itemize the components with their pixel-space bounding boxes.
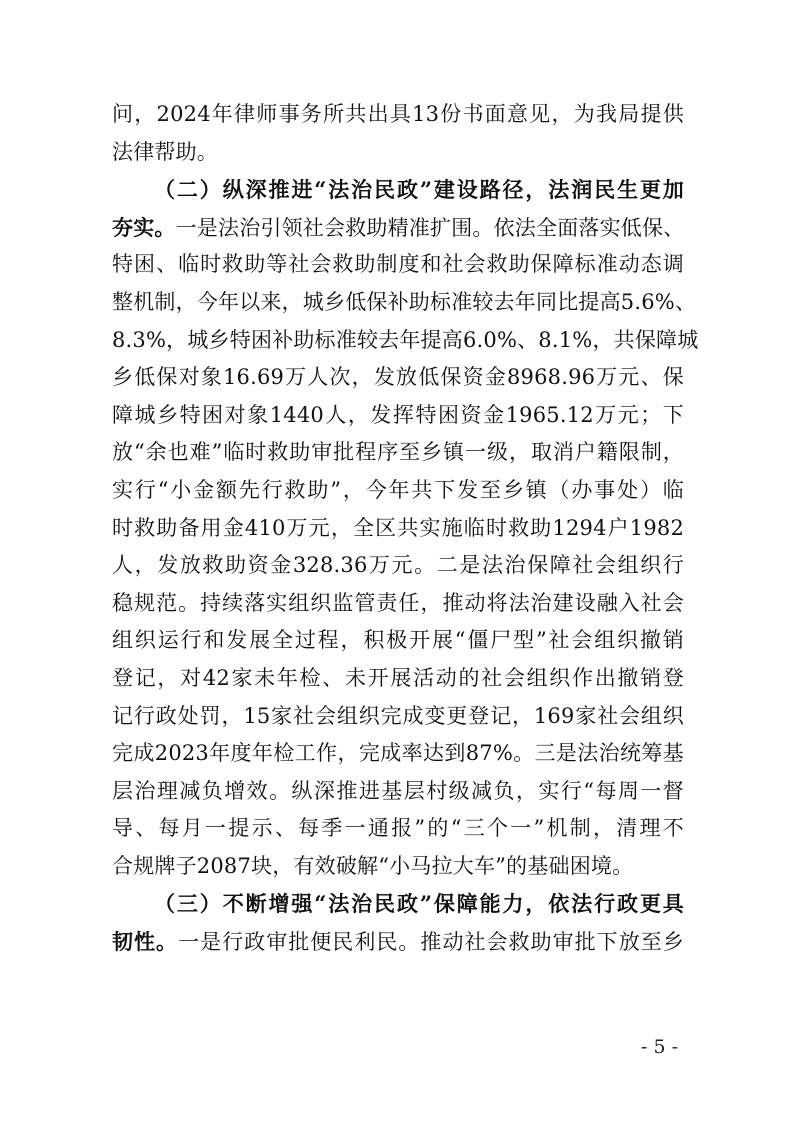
line-text: 放“余也难”临时救助审批程序至乡镇一级，取消户籍限制， (112, 440, 684, 465)
text-line-21 (112, 848, 684, 886)
line-text: 合规牌子2087块，有效破解“小马拉大车”的基础困境。 (112, 853, 634, 878)
heading-text: （三）不断增强“法治民政”保障能力，依法行政更具 (154, 891, 684, 917)
line-text: 完成2023年度年检工作，完成率达到87%。三是法治统筹基 (112, 741, 684, 766)
text-line-10 (112, 434, 684, 472)
section-heading-2 (112, 171, 684, 209)
heading-text-end: 韧性。 (112, 929, 179, 955)
line-text: 稳规范。持续落实组织监管责任，推动将法治建设融入社会 (112, 590, 684, 615)
body-text (112, 96, 699, 961)
text-line-1 (112, 96, 684, 134)
text-line-5 (112, 246, 684, 284)
text-line-2 (112, 134, 684, 172)
text-line-23 (112, 923, 684, 961)
line-text: 记行政处罚，15家社会组织完成变更登记，169家社会组织 (112, 703, 684, 728)
section-heading-3 (112, 885, 684, 923)
text-line-15 (112, 622, 684, 660)
line-text: 一是行政审批便民利民。推动社会救助审批下放至乡 (178, 930, 684, 955)
line-text: 乡低保对象16.69万人次，发放低保资金8968.96万元、保 (112, 365, 684, 390)
text-line-18 (112, 735, 684, 773)
text-line-19 (112, 773, 684, 811)
line-text: 问，2024年律师事务所共出具13份书面意见，为我局提供 (112, 102, 684, 126)
text-line-17 (112, 698, 684, 736)
line-text: 人，发放救助资金328.36万元。二是法治保障社会组织行 (112, 553, 684, 578)
line-text: 组织运行和发展全过程，积极开展“僵尸型”社会组织撤销 (112, 628, 684, 653)
line-text: 整机制，今年以来，城乡低保补助标准较去年同比提高5.6%、 (112, 289, 697, 314)
line-text: 8.3%，城乡特困补助标准较去年提高6.0%、8.1%，共保障城 (112, 327, 699, 352)
line-text: 实行“小金额先行救助”，今年共下发至乡镇（办事处）临 (112, 477, 684, 502)
text-line-9 (112, 397, 684, 435)
text-line-20 (112, 810, 684, 848)
text-line-12 (112, 510, 684, 548)
text-line-13 (112, 547, 684, 585)
text-line-4 (112, 209, 684, 247)
line-text: 障城乡特困对象1440人，发挥特困资金1965.12万元；下 (112, 402, 684, 427)
text-line-14 (112, 585, 684, 623)
line-text: 层治理减负增效。纵深推进基层村级减负，实行“每周一督 (112, 778, 684, 803)
page-number: - 5 - (640, 1036, 678, 1058)
line-text: 特困、临时救助等社会救助制度和社会救助保障标准动态调 (112, 252, 684, 277)
text-line-6 (112, 284, 697, 322)
line-text: 时救助备用金410万元，全区共实施临时救助1294户1982 (112, 515, 684, 540)
line-text: 登记，对42家未年检、未开展活动的社会组织作出撤销登 (112, 665, 684, 690)
text-line-8 (112, 359, 684, 397)
text-line-11 (112, 472, 684, 510)
text-line-16 (112, 660, 684, 698)
line-text: 法律帮助。 (112, 139, 218, 164)
text-line-7 (112, 322, 699, 360)
line-text: 一是法治引领社会救助精准扩围。依法全面落实低保、 (175, 215, 685, 240)
line-text: 导、每月一提示、每季一通报”的“三个一”机制，清理不 (112, 816, 684, 841)
heading-text: （二）纵深推进“法治民政”建设路径，法润民生更加 (154, 177, 684, 203)
heading-text-end: 夯实。 (112, 214, 176, 240)
